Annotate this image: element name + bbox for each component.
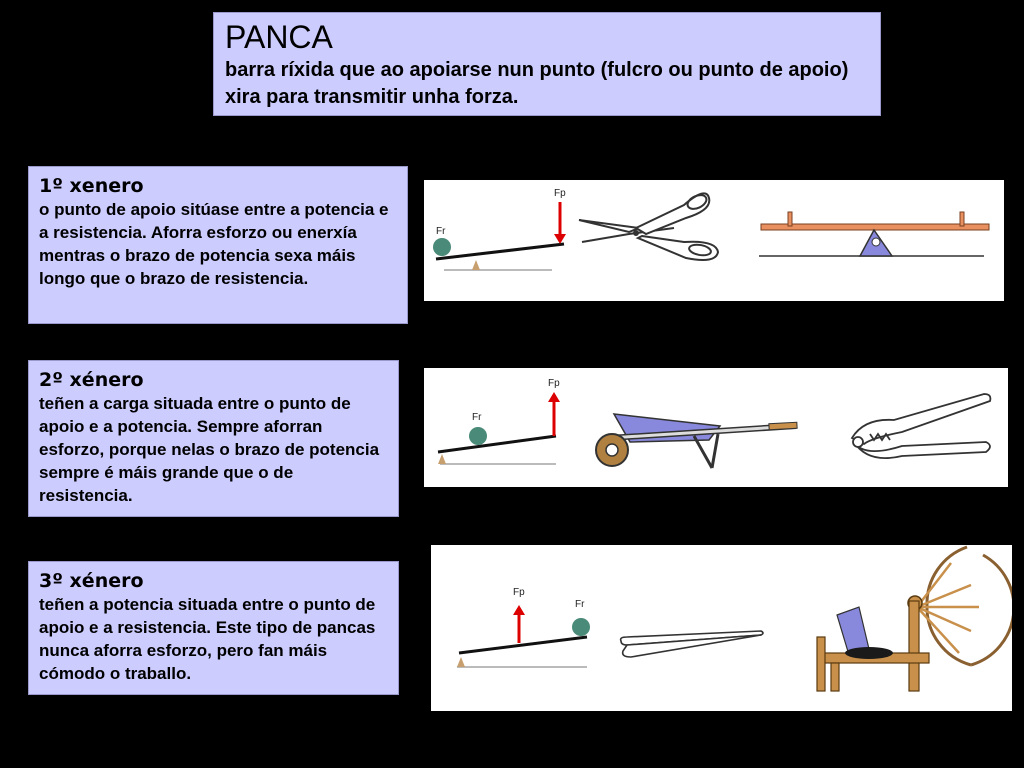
power-label: Fp bbox=[554, 188, 566, 199]
power-arrow-up-icon bbox=[513, 605, 525, 615]
genre-2-description: teñen a carga situada entre o punto de apoio e a potencia. Sempre aforran esforzo, porque nelas o brazo de potencia sempre é máis grande que o de resistencia. bbox=[39, 394, 380, 505]
lever-bar bbox=[438, 436, 556, 452]
lever-diagram-2 bbox=[438, 378, 560, 464]
resistance-label: Fr bbox=[575, 599, 585, 610]
genre-1-heading: 1º xenero bbox=[39, 175, 144, 197]
lever-bar bbox=[436, 244, 564, 259]
power-label: Fp bbox=[513, 587, 525, 598]
power-label: Fp bbox=[548, 378, 560, 389]
page-title: PANCA bbox=[225, 19, 333, 55]
lever-diagram-1 bbox=[433, 188, 566, 270]
genre-1-description: o punto de apoio sitúase entre a potencia e a resistencia. Aforra esforzo ou enerxía mentras o brazo de potencia sexa máis longo que o brazo de resistencia. bbox=[39, 200, 389, 288]
load-ball-icon bbox=[433, 238, 451, 256]
fulcrum-icon bbox=[457, 657, 465, 667]
wheelbarrow-icon bbox=[596, 414, 797, 468]
page-definition: barra ríxida que ao apoiarse nun punto (fulcro ou punto de apoio) xira para transmitir unha forza. bbox=[225, 59, 849, 108]
fulcrum-icon bbox=[438, 454, 446, 464]
genre-1-box bbox=[28, 166, 408, 324]
power-arrow-up-icon bbox=[548, 392, 560, 402]
load-ball-icon bbox=[572, 618, 590, 636]
genre-3-box bbox=[28, 561, 399, 695]
scissors-icon bbox=[579, 192, 718, 260]
spinning-wheel-icon bbox=[817, 547, 1012, 691]
genre-3-illustrations bbox=[431, 545, 1012, 711]
genre-1-illustrations bbox=[424, 180, 1004, 301]
seesaw-icon bbox=[759, 212, 989, 256]
genre-2-illustrations bbox=[424, 368, 1008, 487]
nutcracker-icon bbox=[852, 394, 990, 458]
power-arrow-down-icon bbox=[554, 234, 566, 244]
genre-2-heading: 2º xénero bbox=[39, 369, 144, 391]
genre-3-description: teñen a potencia situada entre o punto de apoio e a resistencia. Este tipo de pancas nunca aforra esforzo, pero fan máis cómodo o traballo. bbox=[39, 595, 376, 683]
fulcrum-icon bbox=[472, 260, 480, 270]
load-ball-icon bbox=[469, 427, 487, 445]
tweezers-icon bbox=[621, 631, 763, 657]
lever-diagram-3 bbox=[457, 587, 590, 667]
genre-2-box bbox=[28, 360, 399, 517]
genre-3-heading: 3º xénero bbox=[39, 570, 144, 592]
resistance-label: Fr bbox=[472, 412, 482, 423]
title-box bbox=[213, 12, 881, 116]
lever-bar bbox=[459, 637, 587, 653]
resistance-label: Fr bbox=[436, 226, 446, 237]
